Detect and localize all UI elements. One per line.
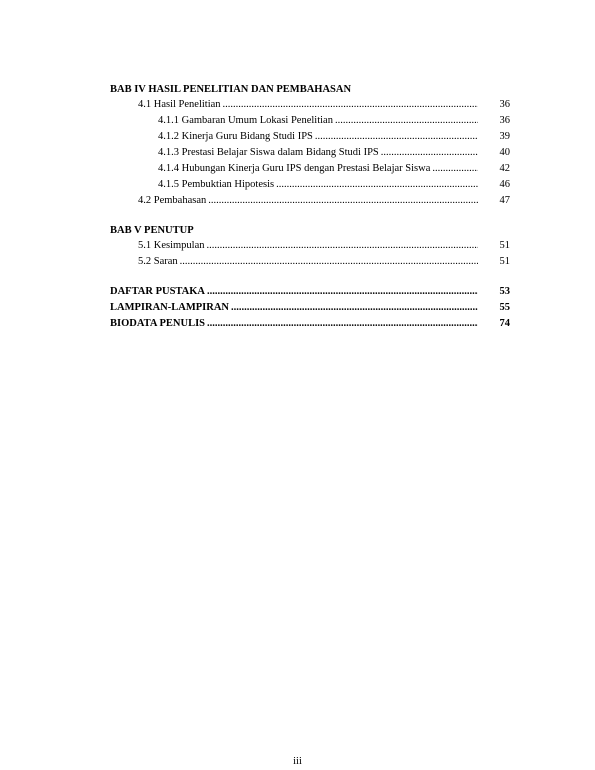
toc-entry-4-2 xyxy=(110,193,510,209)
toc-entry-label: 5.2 Saran xyxy=(138,256,178,267)
toc-entry-page: 36 xyxy=(499,115,510,126)
dot-leader xyxy=(207,316,478,332)
dot-leader xyxy=(432,161,478,177)
toc-entry-4-1-4 xyxy=(110,161,510,177)
dot-leader xyxy=(208,193,478,209)
toc-entry-page: 46 xyxy=(499,179,510,190)
toc-entry-page: 51 xyxy=(499,240,510,251)
spacer xyxy=(110,209,510,223)
toc-entry-label: 4.1.4 Hubungan Kinerja Guru IPS dengan Prestasi Belajar Siswa xyxy=(158,163,431,174)
toc-entry-biodata-penulis xyxy=(110,316,510,332)
dot-leader xyxy=(381,145,478,161)
toc-entry-page: 74 xyxy=(499,318,510,329)
dot-leader xyxy=(207,238,479,254)
toc-entry-label: LAMPIRAN-LAMPIRAN xyxy=(110,302,229,313)
toc-entry-label: BIODATA PENULIS xyxy=(110,318,206,329)
toc-entry-page: 40 xyxy=(499,147,510,158)
table-of-contents xyxy=(110,82,510,332)
toc-entry-page: 55 xyxy=(499,302,510,313)
toc-entry-page: 51 xyxy=(499,256,510,267)
dot-leader xyxy=(180,254,478,270)
dot-leader xyxy=(231,300,478,316)
toc-entry-4-1-3 xyxy=(110,145,510,161)
spacer xyxy=(110,270,510,284)
toc-entry-label: 4.1.1 Gambaran Umum Lokasi Penelitian xyxy=(158,115,333,126)
toc-entry-4-1-1 xyxy=(110,113,510,129)
toc-entry-4-1-2 xyxy=(110,129,510,145)
toc-entry-label: 5.1 Kesimpulan xyxy=(138,240,205,251)
toc-entry-page: 39 xyxy=(499,131,510,142)
toc-entry-label: 4.2 Pembahasan xyxy=(138,195,207,206)
toc-entry-5-1 xyxy=(110,238,510,254)
chapter-heading-bab-v: BAB V PENUTUP xyxy=(110,225,194,236)
dot-leader xyxy=(223,97,478,113)
toc-entry-label: 4.1.3 Prestasi Belajar Siswa dalam Bidang Studi IPS xyxy=(158,147,379,158)
toc-entry-label: 4.1.5 Pembuktian Hipotesis xyxy=(158,179,275,190)
toc-entry-daftar-pustaka xyxy=(110,284,510,300)
dot-leader xyxy=(335,113,478,129)
dot-leader xyxy=(315,129,478,145)
toc-entry-4-1-5 xyxy=(110,177,510,193)
toc-entry-5-2 xyxy=(110,254,510,270)
toc-entry-page: 47 xyxy=(499,195,510,206)
dot-leader xyxy=(207,284,478,300)
toc-entry-page: 36 xyxy=(499,99,510,110)
chapter-heading-bab-iv: BAB IV HASIL PENELITIAN DAN PEMBAHASAN xyxy=(110,84,352,95)
toc-entry-page: 42 xyxy=(499,163,510,174)
toc-entry-page: 53 xyxy=(499,286,510,297)
page-number: iii xyxy=(293,756,302,767)
dot-leader xyxy=(276,177,478,193)
toc-entry-label: 4.1.2 Kinerja Guru Bidang Studi IPS xyxy=(158,131,313,142)
toc-entry-4-1 xyxy=(110,97,510,113)
toc-entry-label: DAFTAR PUSTAKA xyxy=(110,286,205,297)
toc-entry-lampiran xyxy=(110,300,510,316)
toc-entry-label: 4.1 Hasil Penelitian xyxy=(138,99,221,110)
